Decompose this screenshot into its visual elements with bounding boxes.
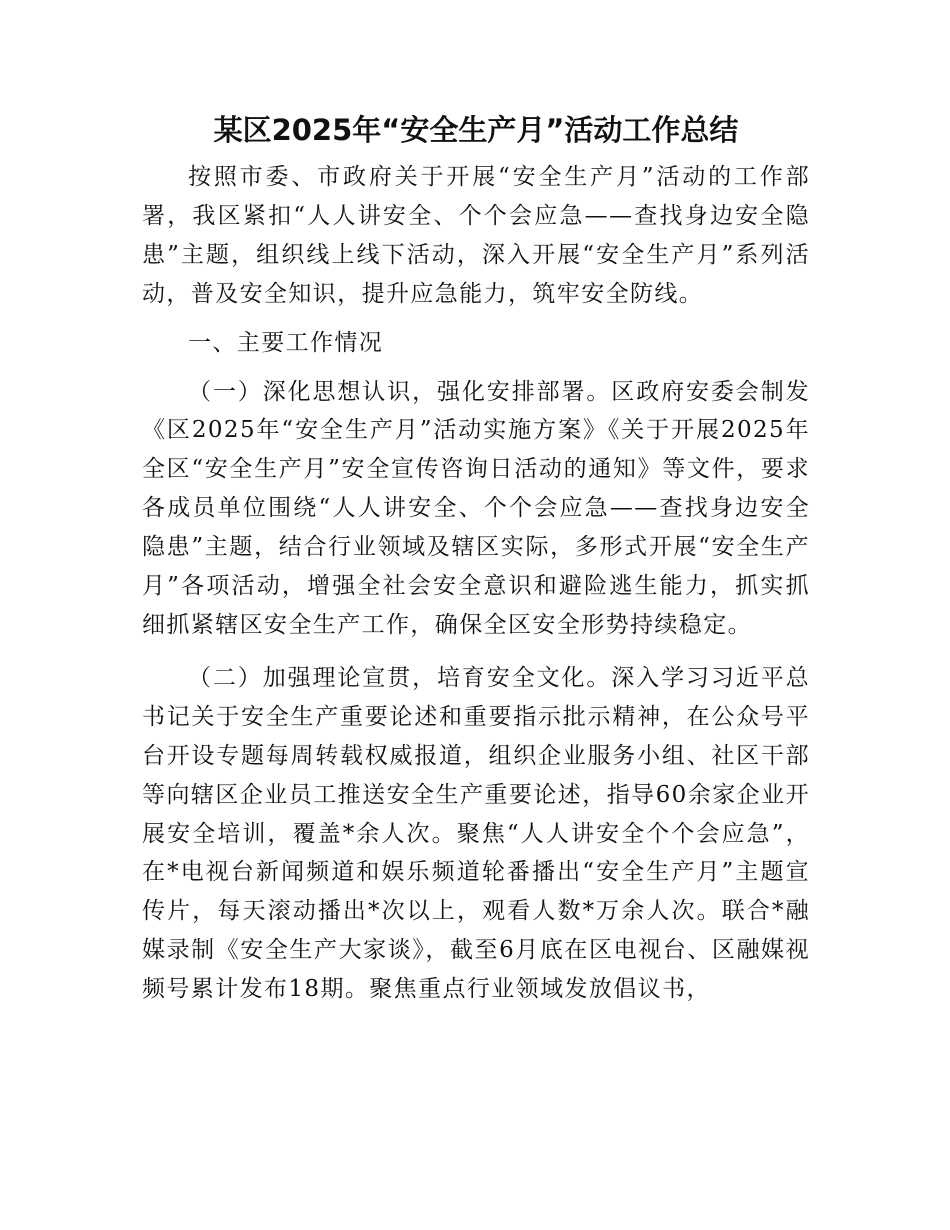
- work-item-1: （一）深化思想认识，强化安排部署。区政府安委会制发《区2025年“安全生产月”活动实施方案》《关于开展2025年全区“安全生产月”安全宣传咨询日活动的通知》等文件，要求各成员单位围绕“人人讲安全、个个会应急——查找身边安全隐患”主题，结合行业领域及辖区实际，多形式开展“安全生产月”各项活动，增强全社会安全意识和避险逃生能力，抓实抓细抓紧辖区安全生产工作，确保全区安全形势持续稳定。: [142, 378, 810, 638]
- document-page: [142, 108, 810, 1009]
- document-title: 某区2025年“安全生产月”活动工作总结: [213, 113, 739, 147]
- work-item-2: （二）加强理论宣贯，培育安全文化。深入学习习近平总书记关于安全生产重要论述和重要指示批示精神，在公众号平台开设专题每周转载权威报道，组织企业服务小组、社区干部等向辖区企业员工推送安全生产重要论述，指导60余家企业开展安全培训，覆盖*余人次。聚焦“人人讲安全个个会应急”，在*电视台新闻频道和娱乐频道轮番播出“安全生产月”主题宣传片，每天滚动播出*次以上，观看人数*万余人次。联合*融媒录制《安全生产大家谈》，截至6月底在区电视台、区融媒视频号累计发布18期。聚焦重点行业领域发放倡议书，: [142, 664, 810, 1003]
- intro-paragraph: 按照市委、市政府关于开展“安全生产月”活动的工作部署，我区紧扣“人人讲安全、个个会应急——查找身边安全隐患”主题，组织线上线下活动，深入开展“安全生产月”系列活动，普及安全知识，提升应急能力，筑牢安全防线。: [142, 164, 810, 307]
- section-heading: 一、主要工作情况: [188, 329, 384, 356]
